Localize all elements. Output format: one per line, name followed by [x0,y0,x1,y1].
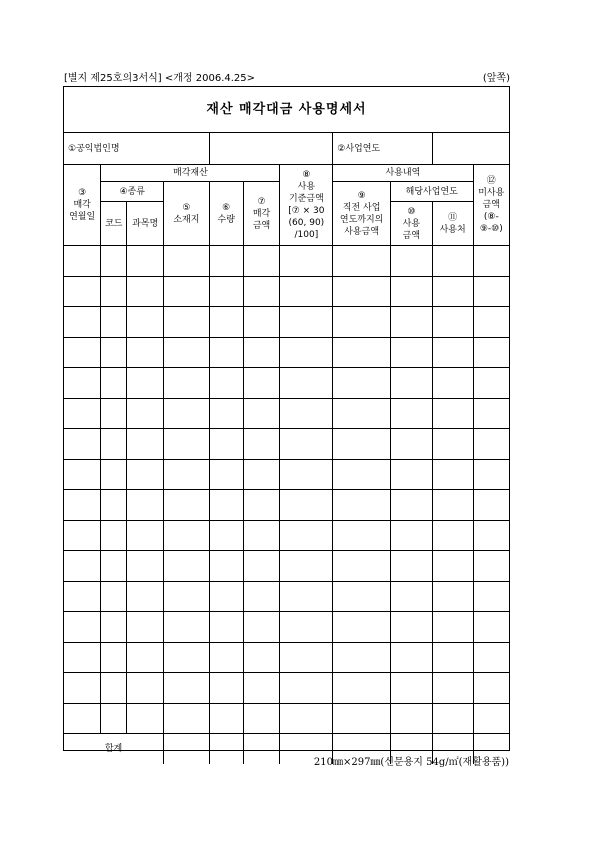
entry-cell[interactable] [209,673,243,704]
entry-cell[interactable] [333,642,391,673]
entry-cell[interactable] [127,581,164,612]
entry-cell[interactable] [333,490,391,521]
entry-cell[interactable] [64,429,101,460]
entry-cell[interactable] [164,490,210,521]
entry-cell[interactable] [101,703,127,734]
entry-cell[interactable] [390,551,432,582]
entry-cell[interactable] [209,398,243,429]
entry-cell[interactable] [473,520,509,551]
entry-cell[interactable] [209,581,243,612]
entry-cell[interactable] [280,520,333,551]
entry-cell[interactable] [432,612,473,643]
entry-cell[interactable] [64,276,101,307]
entry-cell[interactable] [432,673,473,704]
entry-cell[interactable] [164,642,210,673]
entry-cell[interactable] [333,307,391,338]
entry-cell[interactable] [164,337,210,368]
col-used-amount: ⑩ 사용 금액 [390,202,432,246]
entry-cell[interactable] [473,642,509,673]
col-sold-property: 매각재산 [101,165,280,182]
entry-cell[interactable] [390,429,432,460]
table-row [64,459,509,490]
entry-cell[interactable] [127,642,164,673]
entry-cell[interactable] [390,612,432,643]
entry-cell[interactable] [243,551,280,582]
entry-cell[interactable] [64,246,101,277]
entry-cell[interactable] [209,307,243,338]
entry-cell[interactable] [280,429,333,460]
entry-cell[interactable] [101,459,127,490]
entry-cell[interactable] [243,642,280,673]
entry-cell[interactable] [243,673,280,704]
total-cell[interactable] [209,734,243,764]
entry-cell[interactable] [101,276,127,307]
col-quantity: ⑥ 수량 [209,182,243,246]
entry-cell[interactable] [243,246,280,277]
entry-cell[interactable] [101,490,127,521]
entry-cell[interactable] [243,429,280,460]
entry-cell[interactable] [333,673,391,704]
entry-cell[interactable] [473,337,509,368]
table-row [64,703,509,734]
entry-cell[interactable] [64,703,101,734]
table-row [64,337,509,368]
entry-cell[interactable] [209,612,243,643]
entry-cell[interactable] [432,642,473,673]
table-row [64,398,509,429]
entry-cell[interactable] [390,398,432,429]
entry-cell[interactable] [473,429,509,460]
entry-cell[interactable] [243,703,280,734]
entry-cell[interactable] [64,612,101,643]
entry-cell[interactable] [164,307,210,338]
entry-cell[interactable] [432,246,473,277]
entry-cell[interactable] [164,276,210,307]
col-current-year: 해당사업연도 [390,182,473,202]
entry-cell[interactable] [473,246,509,277]
entry-cell[interactable] [432,581,473,612]
entry-cell[interactable] [280,459,333,490]
entry-cell[interactable] [333,337,391,368]
entry-cell[interactable] [101,673,127,704]
entry-cell[interactable] [101,307,127,338]
entry-cell[interactable] [473,673,509,704]
entry-cell[interactable] [243,520,280,551]
entry-cell[interactable] [432,337,473,368]
total-label: 합계 [64,734,164,764]
table-row [64,276,509,307]
entry-cell[interactable] [333,703,391,734]
col-usage: 사용내역 [333,165,473,182]
entry-cell[interactable] [127,703,164,734]
entry-cell[interactable] [280,246,333,277]
entry-cell[interactable] [164,703,210,734]
col-location: ⑤ 소재지 [164,182,210,246]
entry-cell[interactable] [432,368,473,399]
col-used-place: ⑪ 사용처 [432,202,473,246]
entry-cell[interactable] [243,581,280,612]
corp-name-label: ①공익법인명 [64,133,209,165]
entry-cell[interactable] [127,246,164,277]
entry-cell[interactable] [473,581,509,612]
entry-cell[interactable] [333,612,391,643]
entry-cell[interactable] [473,490,509,521]
col-sale-amount: ⑦ 매각 금액 [243,182,280,246]
entry-cell[interactable] [333,581,391,612]
entry-cell[interactable] [64,673,101,704]
entry-cell[interactable] [164,551,210,582]
entry-cell[interactable] [390,703,432,734]
total-cell[interactable] [243,734,280,764]
col-account: 과목명 [127,202,164,246]
entry-cell[interactable] [243,368,280,399]
entry-cell[interactable] [432,551,473,582]
entry-cell[interactable] [390,520,432,551]
entry-cell[interactable] [390,276,432,307]
entry-cell[interactable] [432,276,473,307]
entry-cell[interactable] [243,612,280,643]
entry-cell[interactable] [473,276,509,307]
entry-cell[interactable] [280,337,333,368]
entry-cell[interactable] [164,368,210,399]
corp-name-field[interactable] [209,133,332,165]
entry-cell[interactable] [64,520,101,551]
entry-cell[interactable] [127,459,164,490]
entry-cell[interactable] [127,276,164,307]
entry-cell[interactable] [127,337,164,368]
table-row [64,429,509,460]
entry-cell[interactable] [164,429,210,460]
entry-cell[interactable] [390,246,432,277]
table-row [64,551,509,582]
entry-cell[interactable] [164,246,210,277]
entry-cell[interactable] [209,551,243,582]
entry-cell[interactable] [243,459,280,490]
entry-cell[interactable] [390,337,432,368]
entry-cell[interactable] [164,398,210,429]
entry-cell[interactable] [209,429,243,460]
entry-cell[interactable] [333,276,391,307]
entry-cell[interactable] [333,520,391,551]
entry-cell[interactable] [127,490,164,521]
entry-cell[interactable] [280,642,333,673]
table-row [64,581,509,612]
entry-cell[interactable] [473,551,509,582]
entry-cell[interactable] [390,673,432,704]
entry-cell[interactable] [209,642,243,673]
entry-cell[interactable] [280,307,333,338]
entry-cell[interactable] [243,398,280,429]
entry-cell[interactable] [432,398,473,429]
entry-cell[interactable] [432,459,473,490]
entry-cell[interactable] [164,459,210,490]
entry-cell[interactable] [243,337,280,368]
entry-cell[interactable] [64,307,101,338]
paper-spec: 210㎜×297㎜(신문용지 54g/㎡(재활용품)) [313,757,509,768]
entry-cell[interactable] [101,581,127,612]
entry-cell[interactable] [164,612,210,643]
entry-cell[interactable] [280,581,333,612]
entry-cell[interactable] [127,398,164,429]
total-cell[interactable] [164,734,210,764]
entry-cell[interactable] [333,429,391,460]
entry-cell[interactable] [280,551,333,582]
entry-cell[interactable] [243,490,280,521]
entry-cell[interactable] [64,368,101,399]
entry-cell[interactable] [209,490,243,521]
entry-cell[interactable] [280,703,333,734]
entry-cell[interactable] [333,551,391,582]
header-row-1 [64,165,509,182]
entry-cell[interactable] [101,398,127,429]
col-unused-amount: ⑫ 미사용 금액 (⑧- ⑨-⑩) [473,165,509,246]
entry-cell[interactable] [164,581,210,612]
usage-table [64,133,509,764]
table-row [64,520,509,551]
entry-cell[interactable] [333,398,391,429]
form-frame [63,86,510,754]
entry-cell[interactable] [432,703,473,734]
entry-cell[interactable] [333,246,391,277]
entry-cell[interactable] [101,520,127,551]
entry-cell[interactable] [101,337,127,368]
entry-cell[interactable] [64,490,101,521]
entry-cell[interactable] [101,642,127,673]
table-row [64,612,509,643]
entry-cell[interactable] [473,368,509,399]
entry-cell[interactable] [390,581,432,612]
entry-cell[interactable] [101,368,127,399]
entry-cell[interactable] [333,459,391,490]
entry-cell[interactable] [209,459,243,490]
entry-cell[interactable] [101,429,127,460]
entry-cell[interactable] [164,673,210,704]
entry-cell[interactable] [473,459,509,490]
table-row [64,368,509,399]
entry-cell[interactable] [280,276,333,307]
entry-cell[interactable] [390,642,432,673]
entry-cell[interactable] [209,246,243,277]
entry-cell[interactable] [127,520,164,551]
info-row [64,133,509,165]
entry-cell[interactable] [127,307,164,338]
entry-cell[interactable] [164,520,210,551]
entry-cell[interactable] [209,520,243,551]
entry-cell[interactable] [473,398,509,429]
col-type: ④종류 [101,182,164,202]
entry-cell[interactable] [432,520,473,551]
entry-cell[interactable] [280,368,333,399]
entry-cell[interactable] [209,337,243,368]
entry-cell[interactable] [333,368,391,399]
table-row [64,246,509,277]
table-row [64,490,509,521]
entry-cell[interactable] [101,246,127,277]
entry-cell[interactable] [127,551,164,582]
entry-cell[interactable] [64,642,101,673]
entry-cell[interactable] [64,459,101,490]
entry-cell[interactable] [473,703,509,734]
entry-cell[interactable] [473,307,509,338]
entry-cell[interactable] [432,490,473,521]
entry-cell[interactable] [280,612,333,643]
entry-cell[interactable] [64,551,101,582]
entry-cell[interactable] [127,429,164,460]
entry-cell[interactable] [209,703,243,734]
entry-cell[interactable] [243,307,280,338]
entry-cell[interactable] [127,368,164,399]
col-prev-used: ⑨ 직전 사업 연도까지의 사용금액 [333,182,391,246]
entry-cell[interactable] [280,398,333,429]
entry-cell[interactable] [127,612,164,643]
col-sale-date: ③ 매각 연월일 [64,165,101,246]
entry-cell[interactable] [243,276,280,307]
entry-cell[interactable] [432,307,473,338]
entry-cell[interactable] [390,459,432,490]
entry-cell[interactable] [209,276,243,307]
col-code: 코드 [101,202,127,246]
entry-cell[interactable] [432,429,473,460]
fiscal-year-label: ②사업연도 [333,133,432,165]
entry-cell[interactable] [390,368,432,399]
page-side-label: (앞쪽) [482,73,510,84]
entry-cell[interactable] [280,673,333,704]
entry-cell[interactable] [473,612,509,643]
col-base-amount: ⑧ 사용 기준금액 [⑦ × 30 (60, 90) /100] [280,165,333,246]
entry-cell[interactable] [390,307,432,338]
fiscal-year-field[interactable] [432,133,509,165]
table-row [64,673,509,704]
table-row [64,642,509,673]
entry-cell[interactable] [209,368,243,399]
entry-cell[interactable] [280,490,333,521]
entry-cell[interactable] [101,551,127,582]
table-row [64,307,509,338]
entry-cell[interactable] [390,490,432,521]
entry-cell[interactable] [64,581,101,612]
entry-cell[interactable] [101,612,127,643]
form-title: 재산 매각대금 사용명세서 [64,87,509,133]
entry-cell[interactable] [127,673,164,704]
entry-cell[interactable] [64,398,101,429]
form-reference: [별지 제25호의3서식] <개정 2006.4.25> [64,73,256,84]
entry-cell[interactable] [64,337,101,368]
